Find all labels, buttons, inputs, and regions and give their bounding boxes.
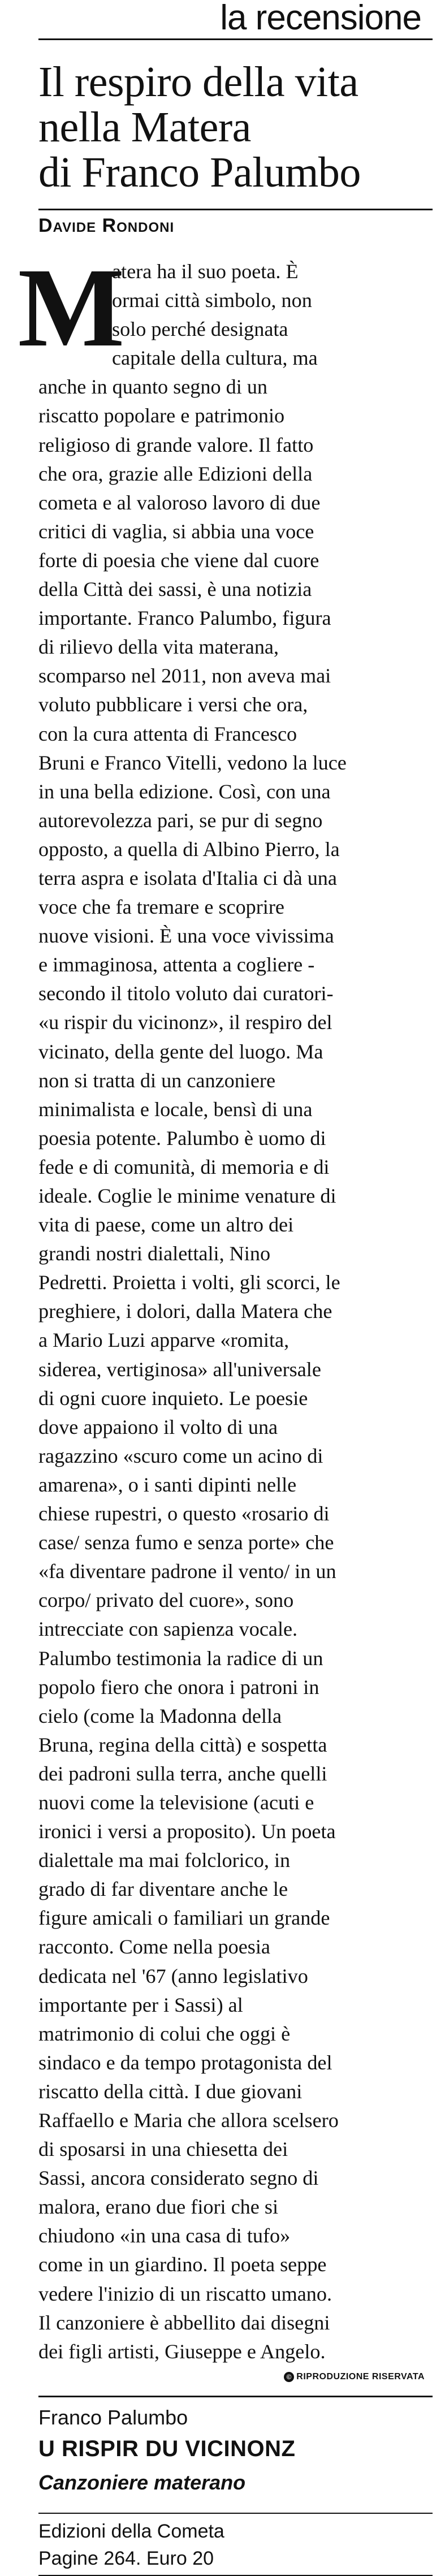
article-line: dialettale ma mai folclorico, in [38,1849,291,1872]
article-line: Bruna, regina della città) e sospetta [38,1733,327,1756]
article-line: nuove visioni. È una voce vivissima [38,924,334,948]
drop-cap-glyph [18,245,125,370]
article-line: importante per i Sassi) al [38,1993,243,2016]
article-line: scomparso nel 2011, non aveva mai [38,664,331,688]
article-line: forte di poesia che viene dal cuore [38,548,319,572]
article-line: nuovi come la televisione (acuti e [38,1791,314,1814]
article-line: ormai città simbolo, non [112,289,312,312]
article-headline [38,59,433,195]
article-line: riscatto popolare e patrimonio [38,404,285,427]
article-line: «u rispir du vicinonz», il respiro del [38,1011,332,1034]
section-divider [38,38,433,40]
article-line: dei figli artisti, Giuseppe e Angelo. [38,2340,326,2363]
article-line: terra aspra e isolata d'Italia ci dà una [38,866,337,889]
author-byline: Davide Rondoni [38,215,175,236]
article-line: Raffaello e Maria che allora scelsero [38,2109,339,2132]
article-paragraph [38,257,433,2366]
book-publisher: Edizioni della Cometa [38,2521,224,2543]
article-line: vicinato, della gente del luogo. Ma [38,1040,323,1063]
article-line: cometa e al valoroso lavoro di due [38,491,321,514]
article-line: di sposarsi in una chiesetta dei [38,2138,288,2161]
article-line: grandi nostri dialettali, Nino [38,1242,271,1265]
copyright-icon: © [284,2372,294,2382]
article-line: malora, erano due fiori che si [38,2195,279,2219]
article-line: Sassi, ancora considerato segno di [38,2167,319,2190]
article-line: Palumbo testimonia la radice di un [38,1646,323,1670]
article-line: preghiere, i dolori, dalla Matera che [38,1300,332,1323]
article-line: opposto, a quella di Albino Pierro, la [38,837,340,861]
book-title: U RISPIR DU VICINONZ [38,2436,296,2462]
article-line: Bruni e Franco Vitelli, vedono la luce [38,751,347,774]
article-line: grado di far diventare anche le [38,1878,288,1901]
book-subtitle: Canzoniere materano [38,2471,246,2495]
article-line: importante. Franco Palumbo, figura [38,607,331,630]
drop-cap [18,245,125,370]
article-line: case/ senza fumo e senza porte» che [38,1531,334,1554]
article-line: non si tratta di un canzoniere [38,1069,276,1092]
article-line: riscatto della città. I due giovani [38,2080,303,2103]
article-line: matrimonio di colui che oggi è [38,2022,291,2045]
article-line: vita di paese, come un altro dei [38,1213,294,1237]
article-line: Il canzoniere è abbellito dai disegni [38,2311,330,2334]
article-line: siderea, vertiginosa» all'universale [38,1358,321,1381]
article-line: popolo fiero che onora i patroni in [38,1675,319,1698]
book-divider [38,2513,433,2514]
article-line: vedere l'inizio di un riscatto umano. [38,2282,332,2305]
article-line: atera ha il suo poeta. È [112,260,299,283]
headline-line: nella Matera [38,103,251,151]
article-line: cielo (come la Madonna della [38,1704,282,1727]
article-line: figure amicali o familiari un grande [38,1907,330,1930]
article-body [18,245,433,2366]
book-price-pages: Pagine 264. Euro 20 [38,2548,214,2570]
book-author: Franco Palumbo [38,2406,188,2430]
article-line: autorevolezza pari, se pur di segno [38,809,323,832]
article-line: ideale. Coglie le minime venature di [38,1185,336,1207]
drop-cap-letter: M [18,245,125,370]
headline-line: di Franco Palumbo [38,149,361,196]
article-line: anche in quanto segno di un [38,375,268,399]
article-line: corpo/ privato del cuore», sono [38,1589,294,1612]
article-line: secondo il titolo voluto dai curatori- [38,982,334,1005]
article-line: in una bella edizione. Così, con una [38,780,331,803]
article-line: minimalista e locale, bensì di una [38,1097,313,1121]
article-line: a Mario Luzi apparve «romita, [38,1329,290,1352]
article-line: della Città dei sassi, è una notizia [38,578,312,601]
article-line: di ogni cuore inquieto. Le poesie [38,1386,308,1410]
article-line: di rilievo della vita materana, [38,636,279,659]
article-line: dei padroni sulla terra, anche quelli [38,1762,327,1785]
article-line: dove appaiono il volto di una [38,1415,278,1438]
article-line: poesia potente. Palumbo è uomo di [38,1126,326,1149]
article-line: e immaginosa, attenta a cogliere - [38,953,315,976]
article-line: capitale della cultura, ma [112,347,318,370]
copyright-notice [38,2372,433,2382]
article-line: dedicata nel '67 (anno legislativo [38,1964,308,1987]
article-line: chiudono «in una casa di tufo» [38,2224,291,2247]
article-line: chiese rupestri, o questo «rosario di [38,1502,330,1525]
article-line: Pedretti. Proietta i volti, gli scorci, le [38,1271,340,1294]
headline-line: Il respiro della vita [38,58,358,106]
byline-divider [38,209,433,210]
section-label: la recensione [220,0,421,37]
copyright-text: RIPRODUZIONE RISERVATA [296,2372,425,2382]
article-line: ironici i versi a proposito). Un poeta [38,1820,336,1843]
article-line: voluto pubblicare i versi che ora, [38,693,308,716]
section-header [38,0,433,40]
article-line: come in un giardino. Il poeta seppe [38,2253,327,2276]
article-line: critici di vaglia, si abbia una voce [38,520,314,543]
article-line: solo perché designata [112,318,288,341]
article-line: con la cura attenta di Francesco [38,722,297,745]
article-line: intrecciate con sapienza vocale. [38,1618,298,1641]
article-line: «fa diventare padrone il vento/ in un [38,1560,336,1583]
article-line: religioso di grande valore. Il fatto [38,433,314,456]
book-info-box [38,2396,433,2576]
article-line: voce che fa tremare e scoprire [38,896,284,919]
article-line: amarena», o i santi dipinti nelle [38,1473,297,1496]
article-line: sindaco e da tempo protagonista del [38,2051,332,2074]
article-line: fede e di comunità, di memoria e di [38,1155,330,1178]
article-line: racconto. Come nella poesia [38,1935,270,1959]
article-line: ragazzino «scuro come un acino di [38,1444,323,1467]
article-line: che ora, grazie alle Edizioni della [38,462,313,485]
